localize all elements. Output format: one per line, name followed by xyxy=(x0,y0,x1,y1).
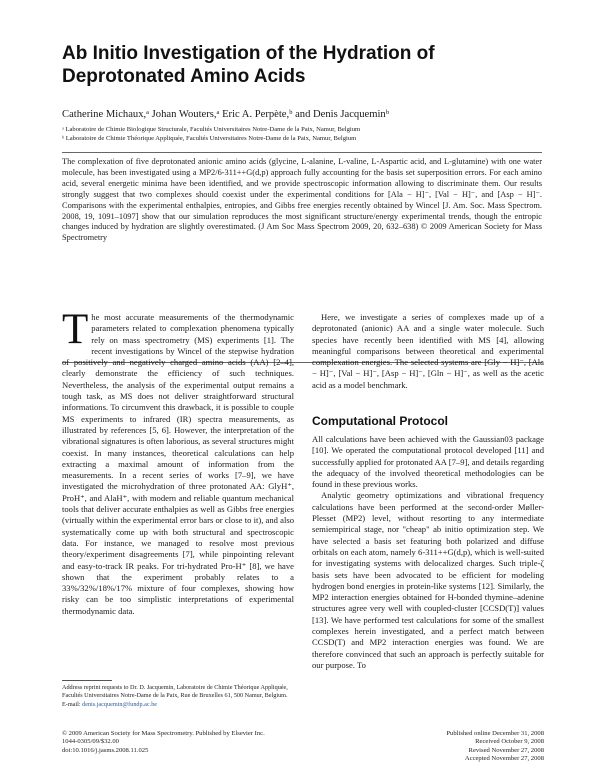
footer-right xyxy=(446,730,544,763)
revised-date: Revised November 27, 2008 xyxy=(468,746,544,754)
paper-title: Ab Initio Investigation of the Hydration of Deprotonated Amino Acids xyxy=(62,43,435,87)
published-date: Published online December 31, 2008 xyxy=(446,730,544,737)
right-column-intro xyxy=(312,312,544,391)
accepted-date: Accepted November 27, 2008 xyxy=(464,754,544,762)
footnote-rule xyxy=(62,680,112,681)
protocol-paragraph-2: Analytic geometry optimizations and vibrational frequency calculations have been performed at the second-order Møller-Plesset (MP2) level, without resorting to any intermediate semiempirical stage, nor "cheap" ab initio optimization step. We have selected a basis set featuring both polarized and diffuse orbitals on each atom, namely 6-311++G(d,p), which is well-suited for investigating systems with delocalized charges. Such triple-ζ basis sets have been advocated to be efficient for modeling hydrogen bond energies in protein-like systems [12]. Similarly, the MP2 interaction energies obtained for H-bonded thymine–adenine structures agree very well with coupled-cluster [CCSD(T)] values [13]. We have performed test calculations for some of the smallest complexes herein investigated, and a perfect match between CCSD(T) and MP2 interaction energies was found. We are therefore convinced that such an approach is perfectly suitable for our purpose. To xyxy=(312,490,544,670)
protocol-paragraph-1: All calculations have been achieved with the Gaussian03 package [10]. We operated the computational protocol developed [11] and successfully applied for protonated AA [7–9], and details regarding the adequacy of the involved theoretical methodologies can be found in these previous works. xyxy=(312,434,544,490)
abstract-text: The complexation of five deprotonated anionic amino acids (glycine, L-alanine, L-valine, L-Aspartic acid, and L-glutamine) with one water molecule, has been investigated using a MP2/6-311++G(d,p) approach fully accounting for the basis set superposition errors. For each amino acid, several energetic minima have been identified, and we provide spectroscopic information allowing to discriminate them. Our results strongly suggest that two complexes should coexist under the experimental conditions for [Ala − H]⁻, [Val − H]⁻, and [Asp − H]⁻. Comparisons with the experimental enthalpies, entropies, and Gibbs free energies recently obtained by Wincel [J. Am. Soc. Mass Spectrom. 2008, 19, 1091–1097] show that our simulation reproduces the most significant structure/energy experimental trends, though the entropic changes induced by hydration are slightly overestimated. (J Am Soc Mass Spectrom 2009, 20, 632–638) © 2009 American Society for Mass Spectrometry xyxy=(62,157,542,243)
right-column-protocol xyxy=(312,434,544,671)
footnote-address: Address reprint requests to Dr. D. Jacquemin, Laboratoire de Chimie Théorique Appliquée, Facultés Universitaires Notre-Dame de la Paix, Rue de Bruxelles 61, 500 Namur, Belgium. E-mail: xyxy=(62,684,288,708)
intro-paragraph-2: Here, we investigate a series of complexes made up of a deprotonated (anionic) AA and a single water molecule. Such species have recently been identified with MS [4], allowing meaningful comparisons between theoretical and experimental complexation energies. The selected systems are [Gly − H]⁻, [Ala − H]⁻, [Val − H]⁻, [Asp − H]⁻, [Gln − H]⁻, as well as the acetic acid as a model benchmark. xyxy=(312,312,544,390)
doi-line[interactable]: doi:10.1016/j.jasms.2008.11.025 xyxy=(62,746,149,754)
affiliation-b: ᵇ Laboratoire de Chimie Théorique Appliquée, Facultés Universitaires Notre-Dame de la Paix, Namur, Belgium xyxy=(62,135,357,142)
drop-cap: T xyxy=(62,306,89,353)
copyright-line: © 2009 American Society for Mass Spectrometry. Published by Elsevier Inc. xyxy=(62,730,265,737)
affiliation-a: ᵃ Laboratoire de Chimie Biologique Structurale, Facultés Universitaires Notre-Dame de la Paix, Namur, Belgium xyxy=(62,126,361,133)
issn-line: 1044-0305/09/$32.00 xyxy=(62,738,119,746)
left-column xyxy=(62,306,294,617)
section-heading: Computational Protocol xyxy=(312,414,448,428)
correspondence-footnote xyxy=(62,684,294,709)
email-link[interactable]: denis.jacquemin@fundp.ac.be xyxy=(82,700,158,708)
footer-left xyxy=(62,730,265,755)
author-list: Catherine Michaux,ᵃ Johan Wouters,ᵃ Eric A. Perpète,ᵇ and Denis Jacqueminᵇ xyxy=(62,109,389,120)
intro-paragraph: he most accurate measurements of the thermodynamic parameters related to complexation phenomena typically rely on mass spectrometry (MS) experiments [1]. The recent investigations by Wincel of the stepwise hydration of positively and negatively charged amino acids (AA) [2–4], clearly demonstrate the efficiency of such techniques. Nevertheless, the analysis of the experimental output remains a tough task, as MS does not deliver straightforward structural informations. To circumvent this drawback, it is possible to couple MS experiments to infrared (IR) spectra measurements, as illustrated by references [5, 6]. However, the interpretation of the vibrational signatures is often laborious, as several structures might coexist. In many instances, theoretical calculations can help extracting a maximal amount of information from the measurements. In a recent series of works [7–9], we have investigated the microhydration of three protonated AA: GlyH⁺, ProH⁺, and AlaH⁺, with modern and reliable quantum mechanical tools that deliver accurate enthalpies as well as Gibbs free energies (virtually within the experimental error bars or close to it), and also systematically come up with both structural and spectroscopic data. For instance, we managed to resolve most previous theory/experiment disagreements [7], while pinpointing relevant and easy-to-track IR peaks. For tri-hydrated Pro-H⁺ [8], we have shown that the experiment probably relates to a 33%/32%/18%/17% mixture of four complexes, showing how risky can be too simplistic interpretations of experimental thermodynamic data. xyxy=(62,312,294,616)
received-date: Received October 9, 2008 xyxy=(475,738,544,746)
